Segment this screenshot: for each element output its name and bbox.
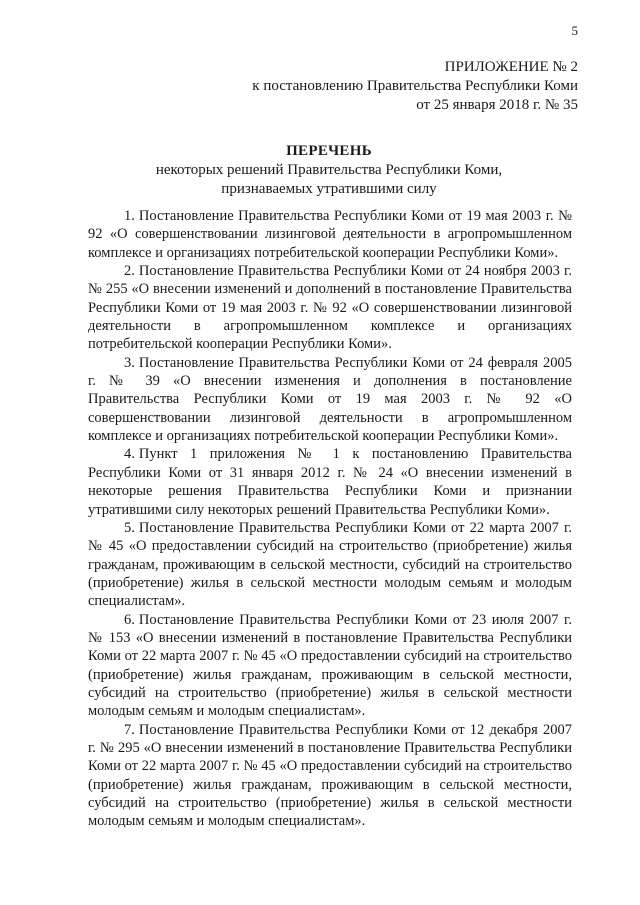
list-item-number: 2. bbox=[124, 263, 135, 280]
list-item-number: 5. bbox=[124, 519, 135, 536]
list-item-text: Постановление Правительства Республики Коми от 12 декабря 2007 г. № 295 «О внесении изменений в постановление Правительства Республики Коми от 22 марта 2007 г. № 45 «О предоставлении субсидий на строительство (приобретение) жилья гражданам, проживающим в сельской местности, субсидий на строительство (приобретение) жилья в сельской местности молодым семьям и молодым специалистам». bbox=[88, 721, 572, 830]
list-item-number: 6. bbox=[124, 611, 135, 628]
document-heading bbox=[88, 141, 570, 199]
list-item bbox=[88, 207, 572, 262]
document-subtitle-line-2: признаваемых утратившими силу bbox=[221, 181, 437, 197]
list-item-number: 4. bbox=[124, 446, 135, 463]
appendix-date: от 25 января 2018 г. № 35 bbox=[416, 97, 578, 113]
list-item-number: 3. bbox=[124, 354, 135, 371]
list-item bbox=[88, 611, 572, 721]
list-item-number: 7. bbox=[124, 721, 135, 738]
list-item bbox=[88, 262, 572, 354]
list-item-text: Постановление Правительства Республики Коми от 24 ноября 2003 г. № 255 «О внесении изменений и дополнений в постановление Правительства Республики Коми от 19 мая 2003 г. № 92 «О совершенствовании лизинговой деятельности в агропромышленном комплексе и организациях потребительской кооперации Республики Коми». bbox=[88, 263, 572, 353]
appendix-title: ПРИЛОЖЕНИЕ № 2 bbox=[444, 59, 578, 75]
list-item-text: Постановление Правительства Республики Коми от 22 марта 2007 г. № 45 «О предоставлении субсидий на строительство (приобретение) жилья гражданам, проживающим в сельской местности, субсидий на строительство (приобретение) жилья в сельской местности молодым семьям и молодым специалистам». bbox=[88, 519, 572, 610]
list-item-text: Постановление Правительства Республики Коми от 24 февраля 2005 г. № 39 «О внесении изменения и дополнения в постановление Правительства Республики Коми от 19 мая 2003 г. № 92 «О совершенствовании лизинговой деятельности в агропромышленном комплексе и организациях потребительской кооперации Республики Коми». bbox=[88, 354, 572, 445]
appendix-block bbox=[252, 58, 578, 115]
list-item bbox=[88, 721, 572, 831]
page-number: 5 bbox=[571, 23, 578, 38]
document-title: ПЕРЕЧЕНЬ bbox=[286, 143, 372, 159]
list-item-text: Постановление Правительства Республики Коми от 23 июля 2007 г. № 153 «О внесении изменений в постановление Правительства Республики Коми от 22 марта 2007 г. № 45 «О предоставлении субсидий на строительство (приобретение) жилья гражданам, проживающим в сельской местности, субсидий на строительство (приобретение) жилья в сельской местности молодым семьям и молодым специалистам». bbox=[88, 611, 572, 720]
list-item bbox=[88, 445, 572, 518]
list-item-text: Постановление Правительства Республики Коми от 19 мая 2003 г. № 92 «О совершенствовании лизинговой деятельности в агропромышленном комплексе и организациях потребительской кооперации Республики Коми». bbox=[88, 208, 572, 261]
list-item bbox=[88, 519, 572, 611]
decision-list bbox=[88, 207, 572, 831]
list-item bbox=[88, 354, 572, 446]
list-item-number: 1. bbox=[124, 208, 135, 224]
document-subtitle-line-1: некоторых решений Правительства Республики Коми, bbox=[155, 162, 503, 178]
list-item-text: Пункт 1 приложения № 1 к постановлению Правительства Республики Коми от 31 января 2012 г. № 24 «О внесении изменений в некоторые решения Правительства Республики Коми и признании утратившими силу некоторых решений Правительства Республики Коми». bbox=[88, 446, 572, 518]
appendix-reference: к постановлению Правительства Республики Коми bbox=[252, 78, 578, 94]
